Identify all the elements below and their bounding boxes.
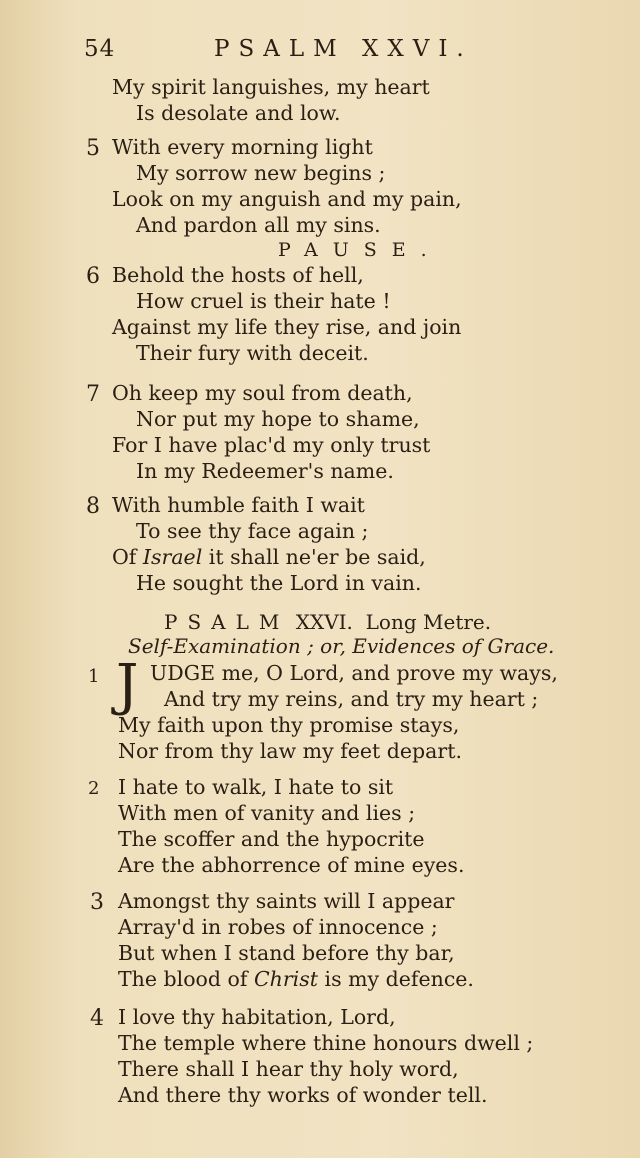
psalm-heading (164, 610, 491, 634)
page-header (84, 36, 554, 70)
verse-line: With men of vanity and lies ; (118, 801, 416, 825)
stanza-number: 3 (90, 890, 104, 915)
stanza-number: 4 (90, 1006, 104, 1031)
verse-line: For I have plac'd my only trust (112, 433, 431, 457)
verse-line (118, 966, 474, 992)
italic-name: Israel (142, 545, 203, 569)
verse-line: To see thy face again ; (136, 519, 369, 543)
verse-line: In my Redeemer's name. (136, 459, 394, 483)
verse-line: My sorrow new begins ; (136, 161, 386, 185)
italic-name: Christ (253, 967, 318, 991)
pause-marker: PAUSE. (278, 239, 442, 261)
verse-line: Their fury with deceit. (136, 341, 369, 365)
stanza-number: 2 (88, 778, 100, 799)
verse-line: I love thy habitation, Lord, (118, 1005, 396, 1029)
verse-line: The temple where thine honours dwell ; (118, 1031, 534, 1055)
stanza-number: 5 (86, 136, 100, 161)
verse-text: The blood of (118, 967, 254, 991)
verse-line: He sought the Lord in vain. (136, 571, 422, 595)
verse-line: With every morning light (112, 135, 373, 159)
verse-text: Of (112, 545, 143, 569)
drop-cap: J (116, 653, 139, 718)
verse-line: How cruel is their hate ! (136, 289, 391, 313)
verse-line: Nor from thy law my feet depart. (118, 739, 462, 763)
verse-line: Are the abhorrence of mine eyes. (118, 853, 465, 877)
verse-line: And pardon all my sins. (136, 213, 381, 237)
verse-line: And try my reins, and try my heart ; (164, 687, 539, 711)
verse-line: I hate to walk, I hate to sit (118, 775, 394, 799)
page-number: 54 (84, 36, 116, 62)
verse-line: Amongst thy saints will I appear (118, 889, 455, 913)
verse-line: There shall I hear thy holy word, (118, 1057, 459, 1081)
verse-line: Look on my anguish and my pain, (112, 187, 462, 211)
psalm-subtitle: Self-Examination ; or, Evidences of Grace. (128, 634, 555, 658)
stanza-number: 6 (86, 264, 100, 289)
verse-text: is my defence. (318, 967, 474, 991)
verse-line: My spirit languishes, my heart (112, 75, 430, 99)
verse-line: Is desolate and low. (136, 101, 341, 125)
verse-line: The scoffer and the hypocrite (118, 827, 425, 851)
verse-line: With humble faith I wait (112, 493, 365, 517)
verse-line: Behold the hosts of hell, (112, 263, 364, 287)
verse-line: UDGE me, O Lord, and prove my ways, (150, 661, 558, 685)
verse-line: But when I stand before thy bar, (118, 941, 455, 965)
psalm-number: XXVI. (295, 610, 353, 634)
verse-line: My faith upon thy promise stays, (118, 713, 460, 737)
verse-line: Oh keep my soul from death, (112, 381, 413, 405)
verse-text: it shall ne'er be said, (202, 545, 426, 569)
verse-line: Against my life they rise, and join (112, 315, 462, 339)
stanza-number: 8 (86, 494, 100, 519)
psalm-metre: Long Metre. (365, 610, 492, 634)
running-title: PSALM XXVI. (214, 36, 473, 62)
verse-line (112, 544, 426, 570)
stanza-number: 7 (86, 382, 100, 407)
psalm-word: PSALM (164, 610, 290, 634)
verse-line: Array'd in robes of innocence ; (118, 915, 438, 939)
verse-line: And there thy works of wonder tell. (118, 1083, 488, 1107)
stanza-number: 1 (88, 666, 100, 687)
verse-line: Nor put my hope to shame, (136, 407, 420, 431)
